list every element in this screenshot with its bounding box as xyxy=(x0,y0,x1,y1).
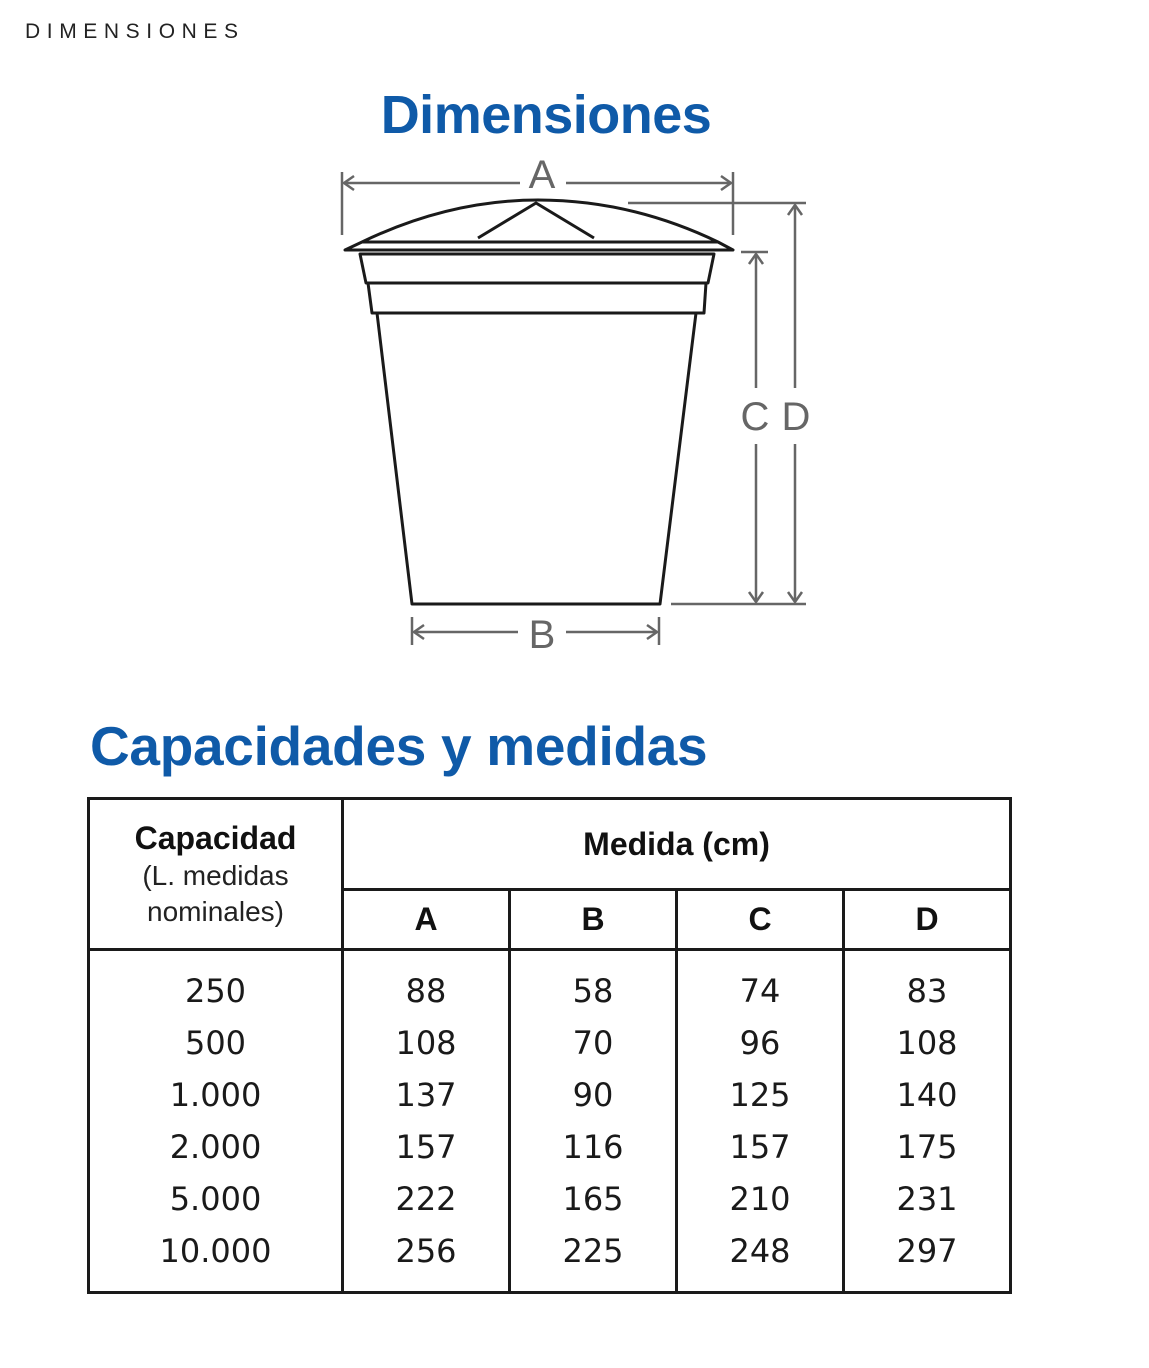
table-row xyxy=(89,950,1011,1018)
capacity-header-subtitle-2: nominales) xyxy=(147,896,284,927)
measure-cell-b: 116 xyxy=(510,1121,677,1173)
capacity-header xyxy=(89,799,343,950)
tank-outline xyxy=(345,200,733,604)
capacity-cell: 10.000 xyxy=(89,1225,343,1293)
capacity-header-title: Capacidad xyxy=(134,820,297,856)
lid-peak xyxy=(478,203,594,238)
measure-cell-b: 70 xyxy=(510,1017,677,1069)
table-row xyxy=(89,1121,1011,1173)
column-header-c: C xyxy=(677,890,844,950)
table-row xyxy=(89,1173,1011,1225)
dimension-label-c: C xyxy=(740,395,770,439)
measure-cell-d: 83 xyxy=(906,972,948,1010)
measure-cell-c: 210 xyxy=(677,1173,844,1225)
measure-cell-a: 88 xyxy=(343,950,510,1018)
measure-cell-c: 248 xyxy=(677,1225,844,1293)
capacity-cell: 500 xyxy=(89,1017,343,1069)
capacity-cell: 250 xyxy=(89,950,343,1018)
dimension-label-d: D xyxy=(781,395,811,439)
dimension-label-a: A xyxy=(528,153,556,197)
measure-cell-c: 74 xyxy=(677,950,844,1018)
measure-cell-b: 165 xyxy=(510,1173,677,1225)
measure-cell-c: 125 xyxy=(677,1069,844,1121)
measure-cell-c: 96 xyxy=(677,1017,844,1069)
measure-cell-b: 90 xyxy=(510,1069,677,1121)
measure-cell-d: 175 xyxy=(896,1128,958,1166)
table-row xyxy=(89,1069,1011,1121)
measure-cell-a: 108 xyxy=(343,1017,510,1069)
measure-header: Medida (cm) xyxy=(343,799,1011,890)
column-header-b: B xyxy=(510,890,677,950)
measure-cell-d: 140 xyxy=(896,1076,958,1114)
capacity-cell: 2.000 xyxy=(89,1121,343,1173)
column-header-d: D xyxy=(844,890,1011,950)
measure-cell-d: 231 xyxy=(896,1180,958,1218)
measure-cell-a: 137 xyxy=(343,1069,510,1121)
tank-rim-upper xyxy=(360,254,714,283)
tank-rim-lower xyxy=(368,283,706,313)
table-row xyxy=(89,1225,1011,1293)
capacity-cell: 1.000 xyxy=(89,1069,343,1121)
section-title: Capacidades y medidas xyxy=(90,715,708,777)
table-row xyxy=(89,1017,1011,1069)
measure-cell-a: 222 xyxy=(343,1173,510,1225)
measure-cell-a: 256 xyxy=(343,1225,510,1293)
capacity-cell: 5.000 xyxy=(89,1173,343,1225)
measure-cell-c: 157 xyxy=(677,1121,844,1173)
measure-cell-a: 157 xyxy=(343,1121,510,1173)
capacity-table xyxy=(87,797,1012,1294)
measure-cell-d: 108 xyxy=(896,1024,958,1062)
measure-cell-d: 297 xyxy=(896,1232,958,1270)
measure-cell-b: 58 xyxy=(510,950,677,1018)
diagram-title: Dimensiones xyxy=(380,85,712,145)
capacity-header-subtitle-1: (L. medidas xyxy=(142,860,289,891)
measure-cell-b: 225 xyxy=(510,1225,677,1293)
column-header-a: A xyxy=(343,890,510,950)
dimension-label-b: B xyxy=(528,613,556,657)
tank-body xyxy=(377,313,696,604)
page-eyebrow: DIMENSIONES xyxy=(25,20,245,43)
